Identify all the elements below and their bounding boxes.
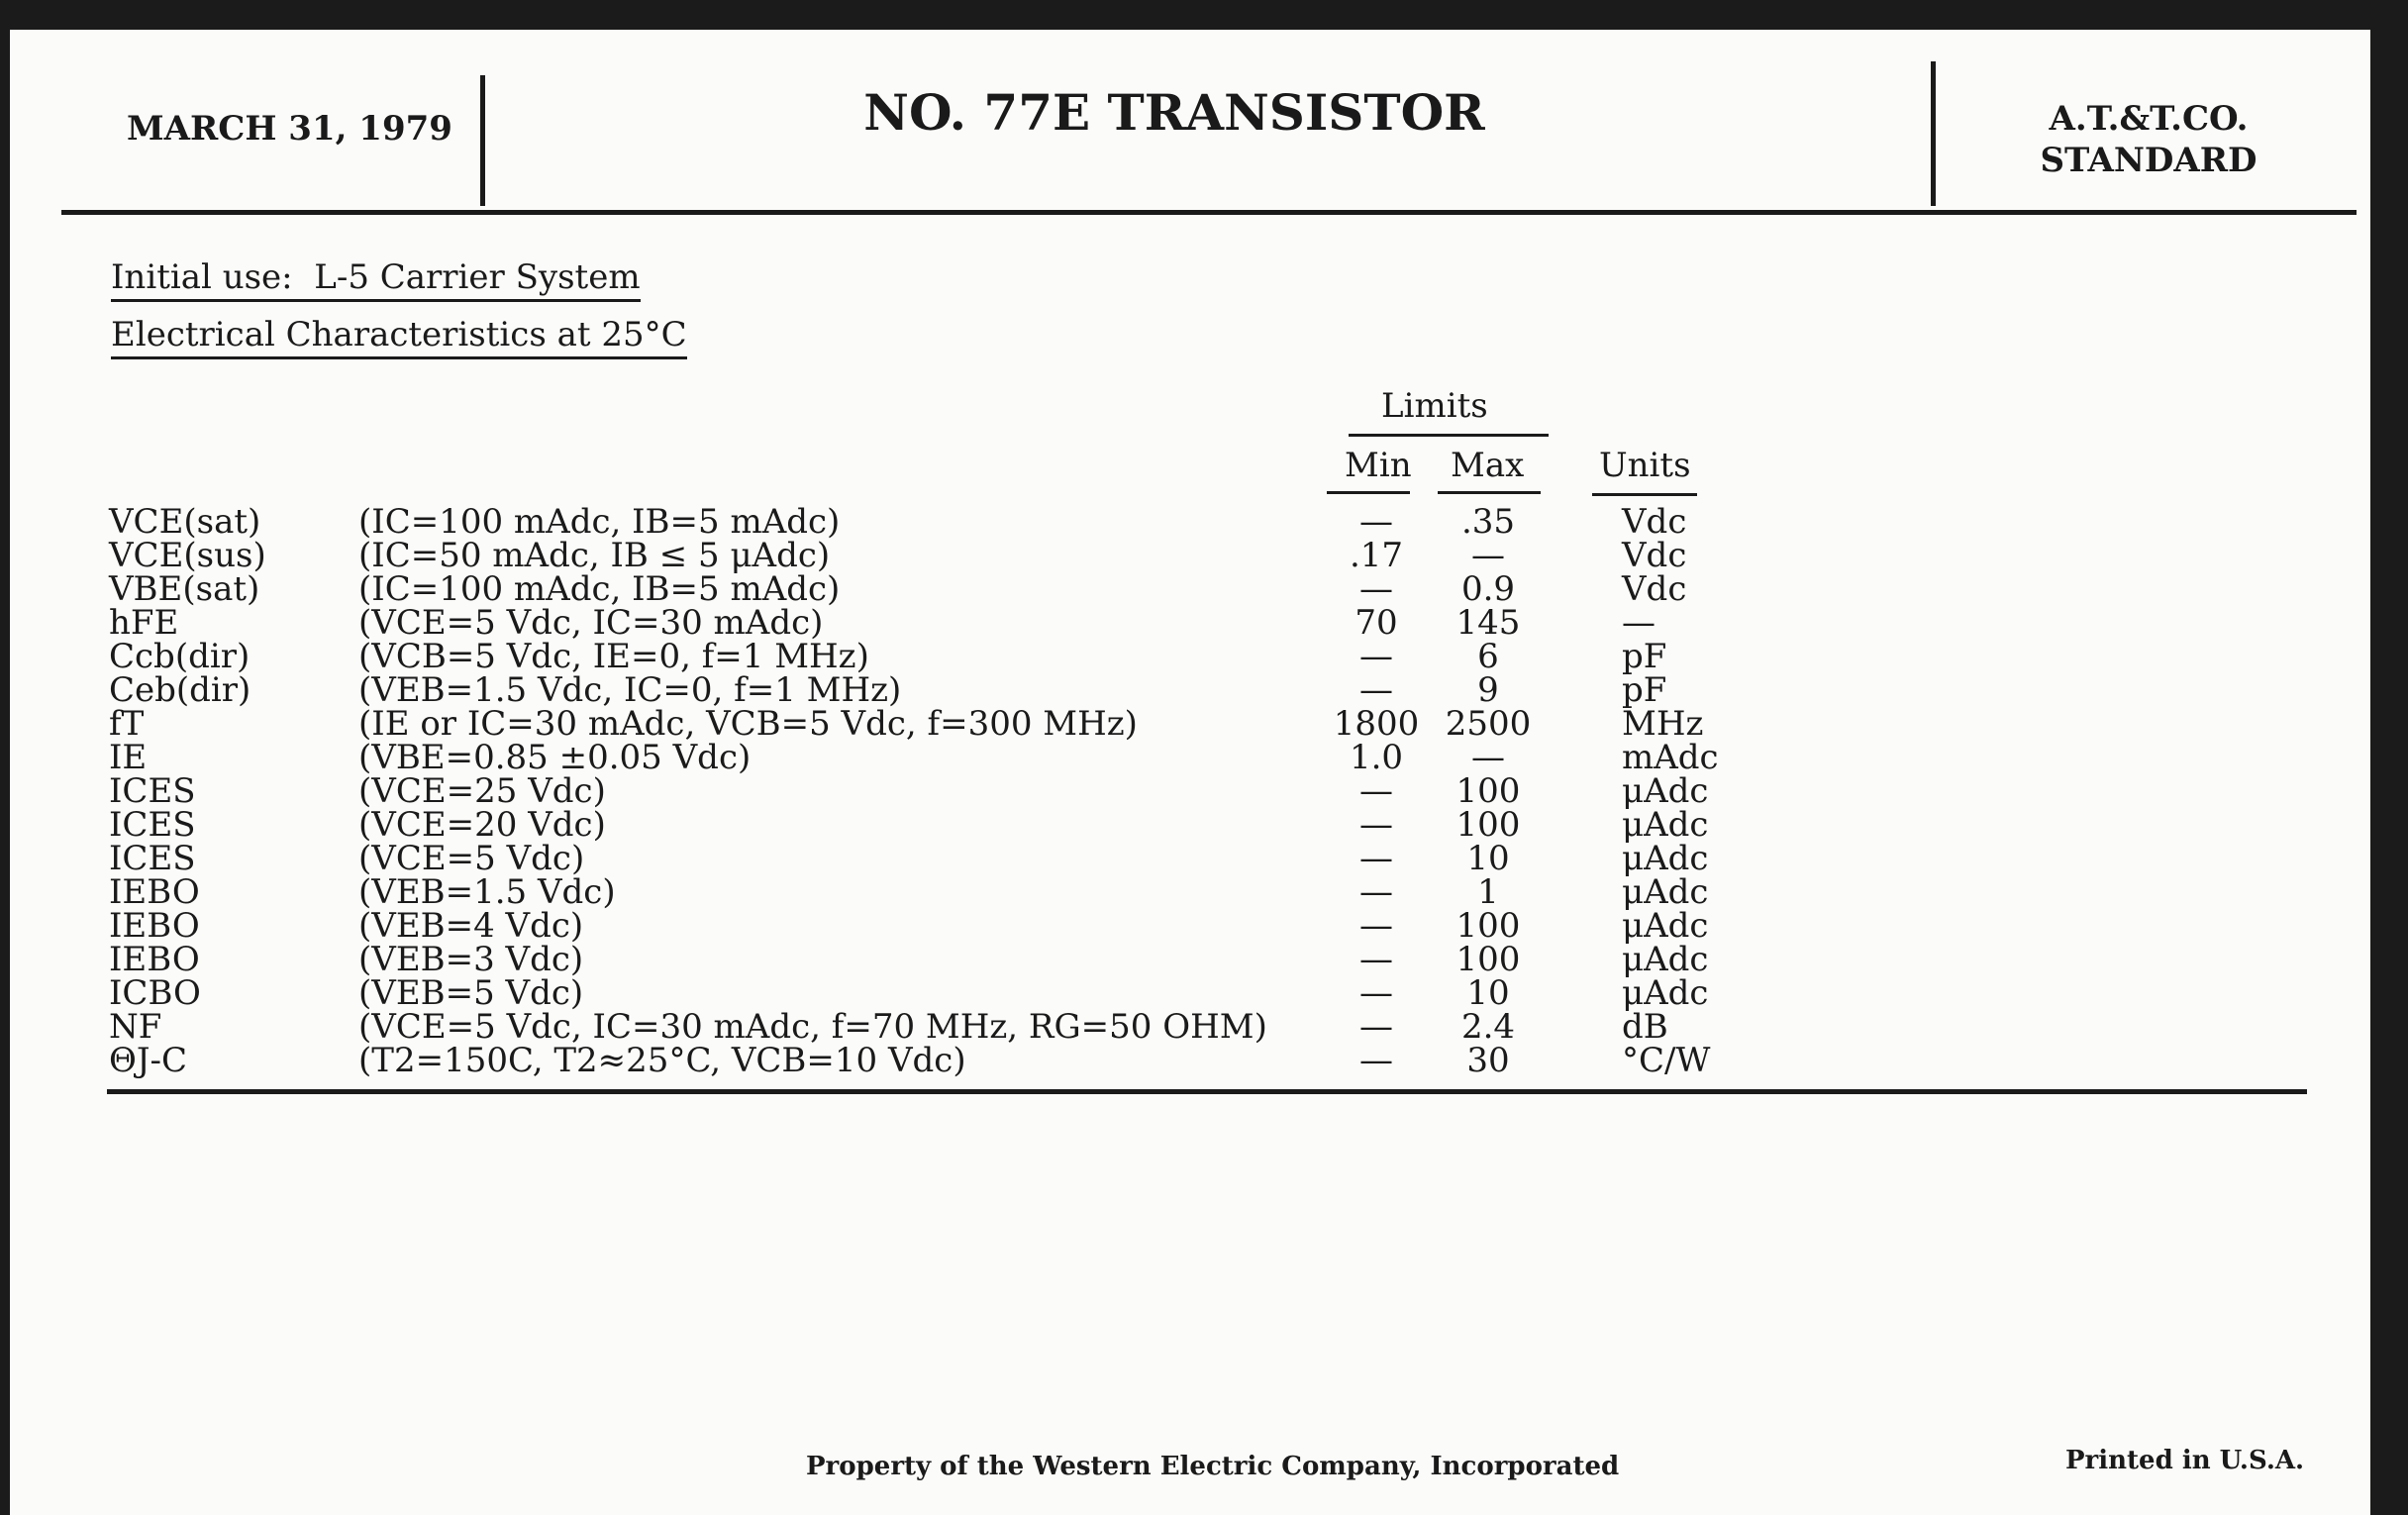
row-unit: μAdc [1622, 872, 1709, 912]
table-row [0, 637, 2408, 676]
row-max: 10 [1466, 839, 1510, 878]
row-unit: Vdc [1622, 536, 1687, 575]
row-symbol: IEBO [109, 872, 200, 912]
row-unit: μAdc [1622, 906, 1709, 946]
table-row [0, 603, 2408, 643]
row-min: — [1359, 637, 1393, 676]
row-min: 1800 [1333, 704, 1420, 744]
row-unit: μAdc [1622, 940, 1709, 979]
row-min: 1.0 [1349, 738, 1404, 777]
table-row [0, 670, 2408, 710]
row-symbol: VBE(sat) [109, 569, 260, 609]
row-unit: °C/W [1622, 1041, 1711, 1080]
row-min: — [1359, 771, 1393, 811]
table-row [0, 536, 2408, 575]
initial-use-label: Initial use: [111, 257, 293, 297]
issue-date: MARCH 31, 1979 [127, 109, 452, 149]
row-max: — [1471, 536, 1505, 575]
row-condition: (VCE=20 Vdc) [358, 805, 606, 845]
limits-underline [1349, 434, 1549, 437]
row-max: .35 [1460, 502, 1516, 542]
table-row [0, 940, 2408, 979]
row-condition: (VCE=5 Vdc, IC=30 mAdc, f=70 MHz, RG=50 OHM) [358, 1007, 1267, 1047]
row-condition: (VEB=1.5 Vdc) [358, 872, 616, 912]
row-symbol: Ceb(dir) [109, 670, 251, 710]
row-symbol: hFE [109, 603, 179, 643]
units-label: Units [1599, 446, 1691, 485]
row-min: — [1359, 1007, 1393, 1047]
row-max: 100 [1455, 805, 1521, 845]
row-min: — [1359, 973, 1393, 1013]
max-label: Max [1451, 446, 1525, 485]
row-symbol: ICES [109, 805, 196, 845]
table-row [0, 1041, 2408, 1080]
row-condition: (IC=100 mAdc, IB=5 mAdc) [358, 502, 841, 542]
conditions-heading: Electrical Characteristics at 25°C [111, 315, 687, 359]
row-max: 6 [1477, 637, 1499, 676]
row-unit: MHz [1622, 704, 1704, 744]
row-min: — [1359, 502, 1393, 542]
row-unit: pF [1622, 670, 1667, 710]
row-min: — [1359, 940, 1393, 979]
row-unit: μAdc [1622, 805, 1709, 845]
row-symbol: Ccb(dir) [109, 637, 251, 676]
row-max: 10 [1466, 973, 1510, 1013]
row-symbol: ICES [109, 839, 196, 878]
table-row [0, 502, 2408, 542]
row-condition: (IE or IC=30 mAdc, VCB=5 Vdc, f=300 MHz) [358, 704, 1138, 744]
row-unit: — [1622, 603, 1656, 643]
row-condition: (VCE=5 Vdc, IC=30 mAdc) [358, 603, 824, 643]
row-unit: dB [1622, 1007, 1668, 1047]
row-max: 145 [1455, 603, 1521, 643]
row-symbol: VCE(sus) [109, 536, 266, 575]
row-unit: mAdc [1622, 738, 1719, 777]
row-max: 100 [1455, 906, 1521, 946]
row-condition: (VBE=0.85 ±0.05 Vdc) [358, 738, 752, 777]
row-condition: (VEB=4 Vdc) [358, 906, 584, 946]
table-row [0, 805, 2408, 845]
row-unit: Vdc [1622, 569, 1687, 609]
row-condition: (IC=100 mAdc, IB=5 mAdc) [358, 569, 841, 609]
table-row [0, 1007, 2408, 1047]
row-max: 1 [1477, 872, 1499, 912]
row-symbol: ICES [109, 771, 196, 811]
table-row [0, 738, 2408, 777]
row-max: 2.4 [1460, 1007, 1516, 1047]
row-symbol: IE [109, 738, 148, 777]
row-max: 9 [1477, 670, 1499, 710]
row-min: — [1359, 839, 1393, 878]
printed-notice: Printed in U.S.A. [2065, 1446, 2305, 1475]
max-underline [1438, 491, 1541, 494]
row-condition: (T2=150C, T2≈25°C, VCB=10 Vdc) [358, 1041, 966, 1080]
table-row [0, 839, 2408, 878]
table-row [0, 872, 2408, 912]
row-unit: μAdc [1622, 771, 1709, 811]
row-unit: Vdc [1622, 502, 1687, 542]
row-symbol: ΘJ-C [109, 1041, 188, 1080]
row-symbol: NF [109, 1007, 162, 1047]
row-max: 100 [1455, 771, 1521, 811]
row-symbol: VCE(sat) [109, 502, 261, 542]
row-symbol: IEBO [109, 940, 200, 979]
row-condition: (VEB=3 Vdc) [358, 940, 584, 979]
property-notice: Property of the Western Electric Company, Incorporated [806, 1452, 1620, 1481]
row-max: 0.9 [1460, 569, 1516, 609]
row-unit: μAdc [1622, 973, 1709, 1013]
row-max: 2500 [1445, 704, 1532, 744]
row-unit: μAdc [1622, 839, 1709, 878]
row-min: — [1359, 569, 1393, 609]
table-row [0, 569, 2408, 609]
row-condition: (VCE=5 Vdc) [358, 839, 585, 878]
document-title: NO. 77E TRANSISTOR [863, 83, 1485, 142]
row-min: 70 [1354, 603, 1398, 643]
row-condition: (VCE=25 Vdc) [358, 771, 606, 811]
row-min: — [1359, 670, 1393, 710]
min-underline [1327, 491, 1410, 494]
row-symbol: IEBO [109, 906, 200, 946]
limits-label: Limits [1381, 386, 1488, 426]
row-symbol: fT [109, 704, 145, 744]
table-bottom-rule [107, 1089, 2307, 1094]
table-row [0, 771, 2408, 811]
row-condition: (VEB=5 Vdc) [358, 973, 584, 1013]
row-min: — [1359, 805, 1393, 845]
row-min: — [1359, 1041, 1393, 1080]
org-line-2: STANDARD [2040, 141, 2258, 180]
row-min: .17 [1349, 536, 1404, 575]
row-min: — [1359, 906, 1393, 946]
row-unit: pF [1622, 637, 1667, 676]
header-rule [61, 210, 2357, 215]
row-max: 30 [1466, 1041, 1510, 1080]
row-condition: (IC=50 mAdc, IB ≤ 5 μAdc) [358, 536, 831, 575]
units-underline [1592, 493, 1697, 496]
min-label: Min [1345, 446, 1412, 485]
table-row [0, 704, 2408, 744]
table-row [0, 973, 2408, 1013]
initial-use-value: L-5 Carrier System [314, 257, 641, 297]
row-max: — [1471, 738, 1505, 777]
header-divider-right [1931, 61, 1936, 206]
row-condition: (VCB=5 Vdc, IE=0, f=1 MHz) [358, 637, 869, 676]
row-min: — [1359, 872, 1393, 912]
row-condition: (VEB=1.5 Vdc, IC=0, f=1 MHz) [358, 670, 902, 710]
table-row [0, 906, 2408, 946]
row-max: 100 [1455, 940, 1521, 979]
org-line-1: A.T.&T.CO. [2049, 99, 2249, 139]
row-symbol: ICBO [109, 973, 201, 1013]
initial-use [111, 257, 641, 302]
